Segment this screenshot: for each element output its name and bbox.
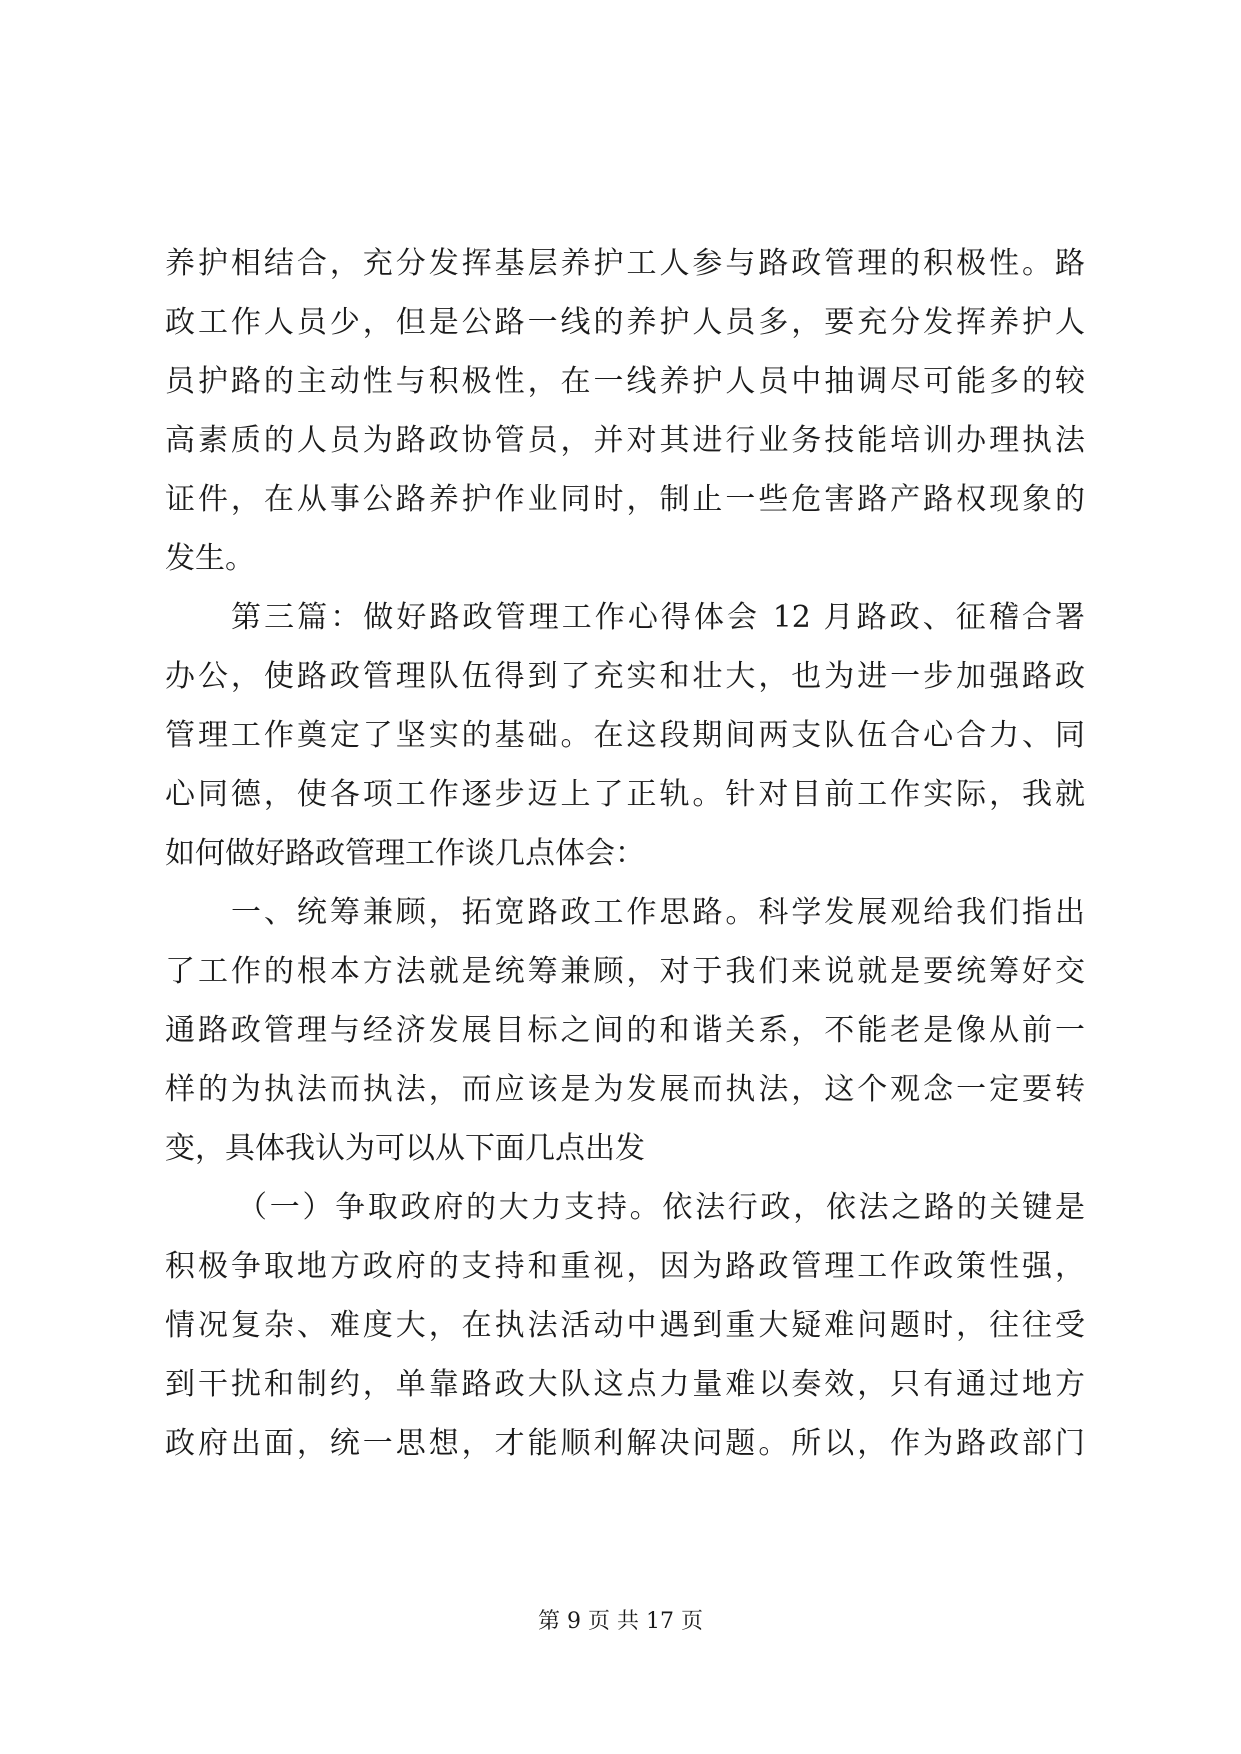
paragraph-start-line: 一、统筹兼顾，拓宽路政工作思路。科学发展观给我们指出 bbox=[231, 895, 1085, 930]
text-line: 政工作人员少，但是公路一线的养护人员多，要充分发挥养护人 bbox=[165, 305, 1085, 340]
text-line: 了工作的根本方法就是统筹兼顾，对于我们来说就是要统筹好交 bbox=[165, 954, 1085, 989]
text-line: 如何做好路政管理工作谈几点体会： bbox=[165, 836, 645, 871]
text-line: 情况复杂、难度大，在执法活动中遇到重大疑难问题时，往往受 bbox=[165, 1308, 1085, 1343]
text-line: 积极争取地方政府的支持和重视，因为路政管理工作政策性强， bbox=[165, 1249, 1085, 1284]
text-line: 办公，使路政管理队伍得到了充实和壮大，也为进一步加强路政 bbox=[165, 659, 1085, 694]
document-body bbox=[165, 234, 1085, 1473]
text-line: 高素质的人员为路政协管员，并对其进行业务技能培训办理执法 bbox=[165, 423, 1085, 458]
section-heading-line: 第三篇：做好路政管理工作心得体会 12 月路政、征稽合署 bbox=[231, 600, 1085, 635]
text-line: 变，具体我认为可以从下面几点出发 bbox=[165, 1131, 645, 1166]
text-line: 员护路的主动性与积极性，在一线养护人员中抽调尽可能多的较 bbox=[165, 364, 1085, 399]
text-line: 样的为执法而执法，而应该是为发展而执法，这个观念一定要转 bbox=[165, 1072, 1085, 1107]
text-line: 发生。 bbox=[165, 541, 255, 576]
text-line: 到干扰和制约，单靠路政大队这点力量难以奏效，只有通过地方 bbox=[165, 1367, 1085, 1402]
text-line: 心同德，使各项工作逐步迈上了正轨。针对目前工作实际，我就 bbox=[165, 777, 1085, 812]
text-line: 政府出面，统一思想，才能顺利解决问题。所以，作为路政部门 bbox=[165, 1426, 1085, 1461]
page-number-footer: 第 9 页 共 17 页 bbox=[538, 1609, 703, 1634]
paragraph-start-line: （一）争取政府的大力支持。依法行政，依法之路的关键是 bbox=[237, 1190, 1085, 1225]
text-line: 证件，在从事公路养护作业同时，制止一些危害路产路权现象的 bbox=[165, 482, 1085, 517]
text-line: 管理工作奠定了坚实的基础。在这段期间两支队伍合心合力、同 bbox=[165, 718, 1085, 753]
text-line: 养护相结合，充分发挥基层养护工人参与路政管理的积极性。路 bbox=[165, 246, 1085, 281]
text-line: 通路政管理与经济发展目标之间的和谐关系，不能老是像从前一 bbox=[165, 1013, 1085, 1048]
